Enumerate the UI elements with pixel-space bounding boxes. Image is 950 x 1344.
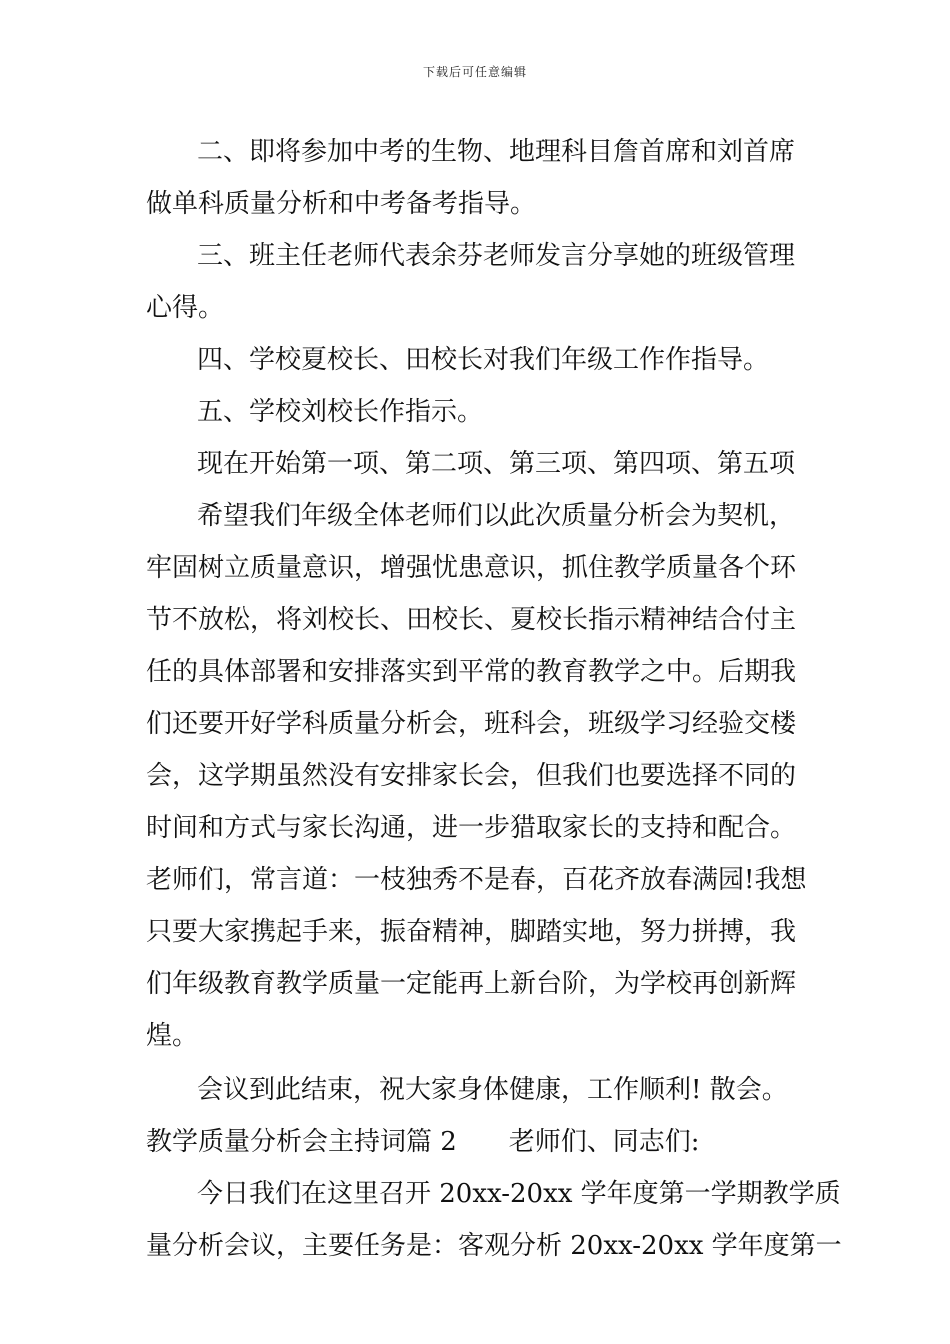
paragraph-line: 量分析会议，主要任务是：客观分析 20xx-20xx 学年度第一 bbox=[146, 1231, 842, 1261]
paragraph-line: 三、班主任老师代表余芬老师发言分享她的班级管理 bbox=[197, 241, 796, 271]
paragraph-line: 今日我们在这里召开 20xx-20xx 学年度第一学期教学质 bbox=[197, 1179, 841, 1209]
paragraph-line: 牢固树立质量意识，增强忧患意识，抓住教学质量各个环 bbox=[146, 553, 797, 583]
paragraph-line: 心得。 bbox=[146, 293, 225, 323]
paragraph-line: 们年级教育教学质量一定能再上新台阶，为学校再创新辉 bbox=[146, 969, 797, 999]
paragraph-line: 做单科质量分析和中考备考指导。 bbox=[146, 189, 537, 219]
paragraph-line: 会议到此结束，祝大家身体健康，工作顺利! 散会。 bbox=[197, 1075, 788, 1105]
paragraph-line: 们还要开好学科质量分析会，班科会，班级学习经验交楼 bbox=[146, 709, 797, 739]
paragraph-line: 现在开始第一项、第二项、第三项、第四项、第五项 bbox=[197, 449, 796, 479]
paragraph-line: 会，这学期虽然没有安排家长会，但我们也要选择不同的 bbox=[146, 761, 797, 791]
paragraph-line: 煌。 bbox=[146, 1021, 199, 1051]
paragraph-line: 四、学校夏校长、田校长对我们年级工作作指导。 bbox=[197, 345, 770, 375]
paragraph-line: 只要大家携起手来，振奋精神，脚踏实地，努力拼搏，我 bbox=[146, 917, 797, 947]
document-body bbox=[146, 126, 842, 1272]
paragraph-line: 任的具体部署和安排落实到平常的教育教学之中。后期我 bbox=[146, 657, 797, 687]
paragraph-line: 五、学校刘校长作指示。 bbox=[197, 397, 484, 427]
page-header: 下载后可任意编辑 bbox=[422, 65, 527, 79]
paragraph-line: 二、即将参加中考的生物、地理科目詹首席和刘首席 bbox=[197, 137, 796, 167]
section-title-line: 教学质量分析会主持词篇 2 老师们、同志们: bbox=[146, 1127, 700, 1157]
paragraph-line: 老师们，常言道：一枝独秀不是春，百花齐放春满园!我想 bbox=[146, 865, 807, 895]
paragraph-line: 希望我们年级全体老师们以此次质量分析会为契机， bbox=[197, 501, 796, 531]
paragraph-line: 时间和方式与家长沟通，进一步猎取家长的支持和配合。 bbox=[146, 813, 797, 843]
paragraph-line: 节不放松，将刘校长、田校长、夏校长指示精神结合付主 bbox=[146, 605, 797, 635]
